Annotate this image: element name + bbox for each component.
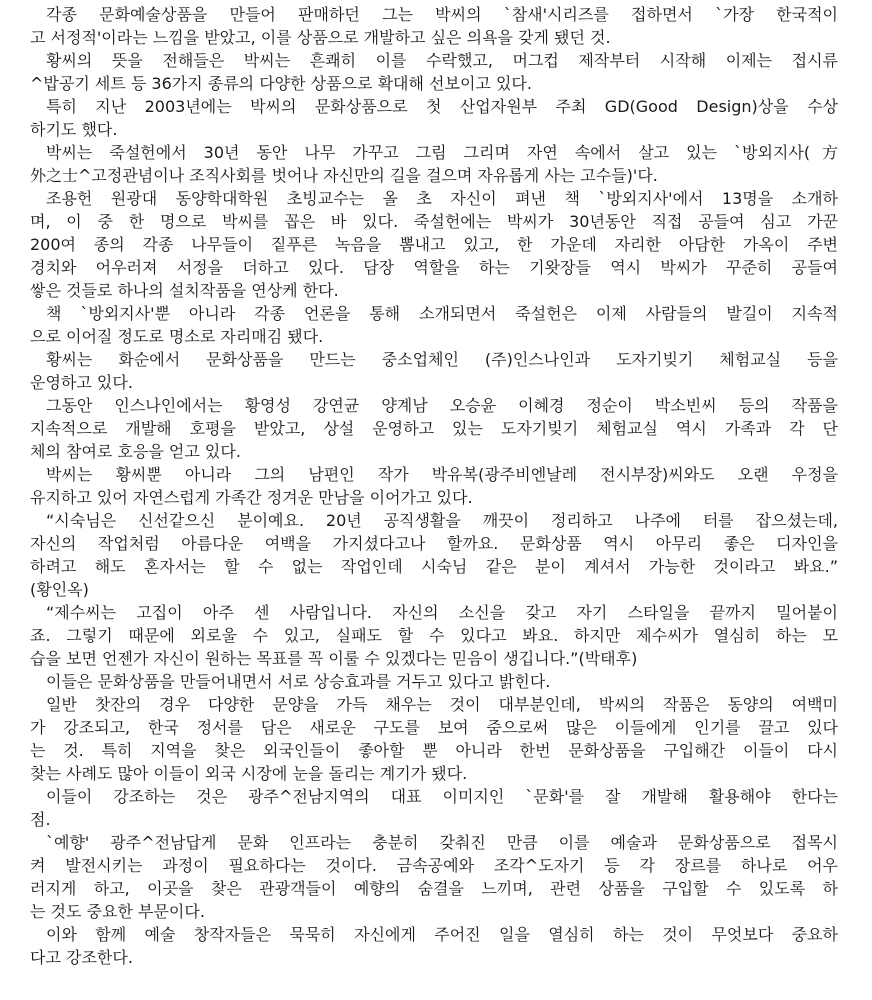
text-line: 는 것도 중요한 부문이다. <box>30 902 205 921</box>
text-line: 황씨는 화순에서 문화상품을 만드는 중소업체인 (주)인스나인과 도자기빚기 체험교실 등을 <box>46 350 838 369</box>
text-line: 며, 이 중 한 명으로 박씨를 꼽은 바 있다. 죽설헌에는 박씨가 30년동안 직접 공들여 심고 가꾼 <box>30 212 838 231</box>
paragraph <box>30 670 838 693</box>
paragraph <box>30 394 838 463</box>
text-line: 가 강조되고, 한국 정서를 담은 새로운 구도를 보여 줌으로써 많은 이들에게 인기를 끌고 있다 <box>30 718 838 737</box>
text-line: 경치와 어우러져 서정을 더하고 있다. 담장 역할을 하는 기왓장들 역시 박씨가 꾸준히 공들여 <box>30 258 838 277</box>
paragraph <box>30 693 838 785</box>
paragraph <box>30 302 838 348</box>
paragraph <box>30 785 838 831</box>
text-line: 박씨는 황씨뿐 아니라 그의 남편인 작가 박유복(광주비엔날레 전시부장)씨와도 오랜 우정을 <box>46 465 838 484</box>
text-line: 하기도 했다. <box>30 120 118 139</box>
text-line: 하려고 해도 혼자서는 할 수 없는 작업인데 시숙님 같은 분이 계셔서 가능한 것이라고 봐요.” <box>30 557 838 576</box>
text-line: ^밥공기 세트 등 36가지 종류의 다양한 상품으로 확대해 선보이고 있다. <box>30 74 532 93</box>
paragraph <box>30 923 838 969</box>
text-line: 자신의 작업처럼 아름다운 여백을 가지셨다고나 할까요. 문화상품 역시 아무리 좋은 디자인을 <box>30 534 838 553</box>
paragraph <box>30 463 838 509</box>
text-line: 운영하고 있다. <box>30 373 133 392</box>
text-line: 조용헌 원광대 동양학대학원 초빙교수는 올 초 자신이 펴낸 책 `방외지사'에서 13명을 소개하 <box>46 189 838 208</box>
text-line: 책 `방외지사'뿐 아니라 각종 언론을 통해 소개되면서 죽설헌은 이제 사람들의 발길이 지속적 <box>46 304 838 323</box>
text-line: “제수씨는 고집이 아주 센 사람입니다. 자신의 소신을 갖고 자기 스타일을 끝까지 밀어붙이 <box>46 603 838 622</box>
text-line: (황인옥) <box>30 580 89 599</box>
text-line: `예향' 광주^전남답게 문화 인프라는 충분히 갖춰진 만큼 이를 예술과 문화상품으로 접목시 <box>46 833 838 852</box>
text-line: 유지하고 있어 자연스럽게 가족간 정겨운 만남을 이어가고 있다. <box>30 488 473 507</box>
paragraph <box>30 187 838 302</box>
text-line: 찾는 사례도 많아 이들이 외국 시장에 눈을 돌리는 계기가 됐다. <box>30 764 468 783</box>
text-line: 으로 이어질 정도로 명소로 자리매김 됐다. <box>30 327 324 346</box>
text-line: 특히 지난 2003년에는 박씨의 문화상품으로 첫 산업자원부 주최 GD(Good Design)상을 수상 <box>46 97 838 116</box>
text-line: 체의 참여로 호응을 얻고 있다. <box>30 442 241 461</box>
text-line: 각종 문화예술상품을 만들어 판매하던 그는 박씨의 `참새'시리즈를 접하면서 `가장 한국적이 <box>46 5 838 24</box>
paragraph <box>30 49 838 95</box>
text-line: 박씨는 죽설헌에서 30년 동안 나무 가꾸고 그림 그리며 자연 속에서 살고 있는 `방외지사(方 <box>46 143 838 162</box>
text-line: 고 서정적'이라는 느낌을 받았고, 이를 상품으로 개발하고 싶은 의욕을 갖게 됐던 것. <box>30 28 611 47</box>
text-line: 200여 종의 각종 나무들이 짙푸른 녹음을 뽐내고 있고, 한 가운데 자리한 아담한 가옥이 주변 <box>30 235 838 254</box>
paragraph <box>30 3 838 49</box>
scroll-gutter <box>856 0 872 1000</box>
paragraph <box>30 831 838 923</box>
paragraph <box>30 141 838 187</box>
text-line: 황씨의 뜻을 전해들은 박씨는 흔쾌히 이를 수락했고, 머그컵 제작부터 시작해 이제는 접시류 <box>46 51 838 70</box>
text-line: 습을 보면 언젠가 자신이 원하는 목표를 꼭 이룰 수 있겠다는 믿음이 생깁니다.”(박태후) <box>30 649 638 668</box>
text-line: 外之士^고정관념이나 조직사회를 벗어나 자신만의 길을 걸으며 자유롭게 사는 고수들)'다. <box>30 166 658 185</box>
text-line: 이들은 문화상품을 만들어내면서 서로 상승효과를 거두고 있다고 밝힌다. <box>46 672 551 691</box>
text-line: 쌓은 것들로 하나의 설치작품을 연상케 한다. <box>30 281 339 300</box>
paragraph <box>30 601 838 670</box>
text-line: 는 것. 특히 지역을 찾은 외국인들이 좋아할 뿐 아니라 한번 문화상품을 구입해간 이들이 다시 <box>30 741 838 760</box>
text-line: 켜 발전시키는 과정이 필요하다는 것이다. 금속공예와 조각^도자기 등 각 장르를 하나로 어우 <box>30 856 838 875</box>
paragraph <box>30 348 838 394</box>
text-line: 점. <box>30 810 51 829</box>
paragraph <box>30 509 838 601</box>
text-line: 다고 강조한다. <box>30 948 133 967</box>
text-line: 지속적으로 개발해 호평을 받았고, 상설 운영하고 있는 도자기빚기 체험교실 역시 가족과 각 단 <box>30 419 838 438</box>
text-line: “시숙님은 신선같으신 분이예요. 20년 공직생활을 깨끗이 정리하고 나주에 터를 잡으셨는데, <box>46 511 838 530</box>
text-line: 죠. 그렇기 때문에 외로울 수 있고, 실패도 할 수 있다고 봐요. 하지만 제수씨가 열심히 하는 모 <box>30 626 838 645</box>
text-line: 이들이 강조하는 것은 광주^전남지역의 대표 이미지인 `문화'를 잘 개발해 활용해야 한다는 <box>46 787 838 806</box>
text-line: 일반 찻잔의 경우 다양한 문양을 가득 채우는 것이 대부분인데, 박씨의 작품은 동양의 여백미 <box>46 695 838 714</box>
text-line: 러지게 하고, 이곳을 찾은 관광객들이 예향의 숨결을 느끼며, 관련 상품을 구입할 수 있도록 하 <box>30 879 838 898</box>
text-line: 그동안 인스나인에서는 황영성 강연균 양계남 오승윤 이혜경 정순이 박소빈씨 등의 작품을 <box>46 396 838 415</box>
text-line: 이와 함께 예술 창작자들은 묵묵히 자신에게 주어진 일을 열심히 하는 것이 무엇보다 중요하 <box>46 925 838 944</box>
paragraph <box>30 95 838 141</box>
article-body <box>30 3 838 969</box>
